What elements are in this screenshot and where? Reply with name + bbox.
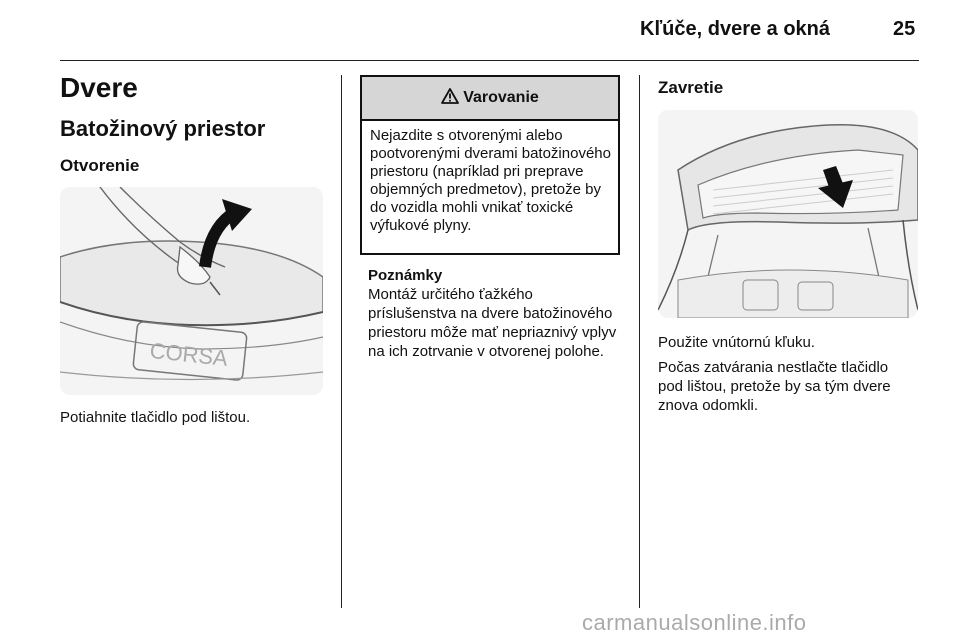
note-label: Poznámky (368, 267, 443, 284)
note-text: Montáž určitého ťažkého príslušenstva na dvere batožinového priestoru môže mať nepriaznivý vplyv na ich zotrvanie v otvorenej polohe. (368, 286, 617, 360)
warning-header (362, 77, 618, 121)
warning-title: Varovanie (463, 89, 539, 106)
closing-heading: Zavretie (658, 78, 724, 97)
illustration-plate-label: CORSA (148, 337, 229, 371)
closing-text (658, 333, 913, 421)
warning-triangle-icon (441, 88, 459, 109)
note-block (368, 266, 618, 361)
column-divider-right (639, 75, 640, 608)
subsection-heading: Batožinový priestor (60, 116, 266, 141)
section-heading: Dvere (60, 72, 138, 103)
page-header-title: Kľúče, dvere a okná (640, 18, 831, 40)
warning-box (360, 75, 620, 255)
closing-paragraph-2: Počas zatvárania nestlačte tlačidlo pod lištou, pretože by sa tým dvere znova odomkli. (658, 359, 891, 414)
opening-heading: Otvorenie (60, 156, 140, 175)
warning-text: Nejazdite s otvorenými alebo pootvorenými dverami batožinového priestoru (napríklad pri preprave objemných predmetov), pretože by do vozidla mohli vnikať toxické výfukové plyny. (370, 127, 611, 234)
column-divider-left (341, 75, 342, 608)
watermark: carmanualsonline.info (582, 610, 807, 635)
header-divider (60, 60, 919, 61)
trunk-closing-illustration (658, 110, 918, 318)
closing-paragraph-1: Použite vnútornú kľuku. (658, 334, 815, 351)
opening-caption: Potiahnite tlačidlo pod lištou. (60, 409, 251, 426)
trunk-opening-illustration (60, 187, 323, 395)
page-number: 25 (893, 18, 916, 40)
